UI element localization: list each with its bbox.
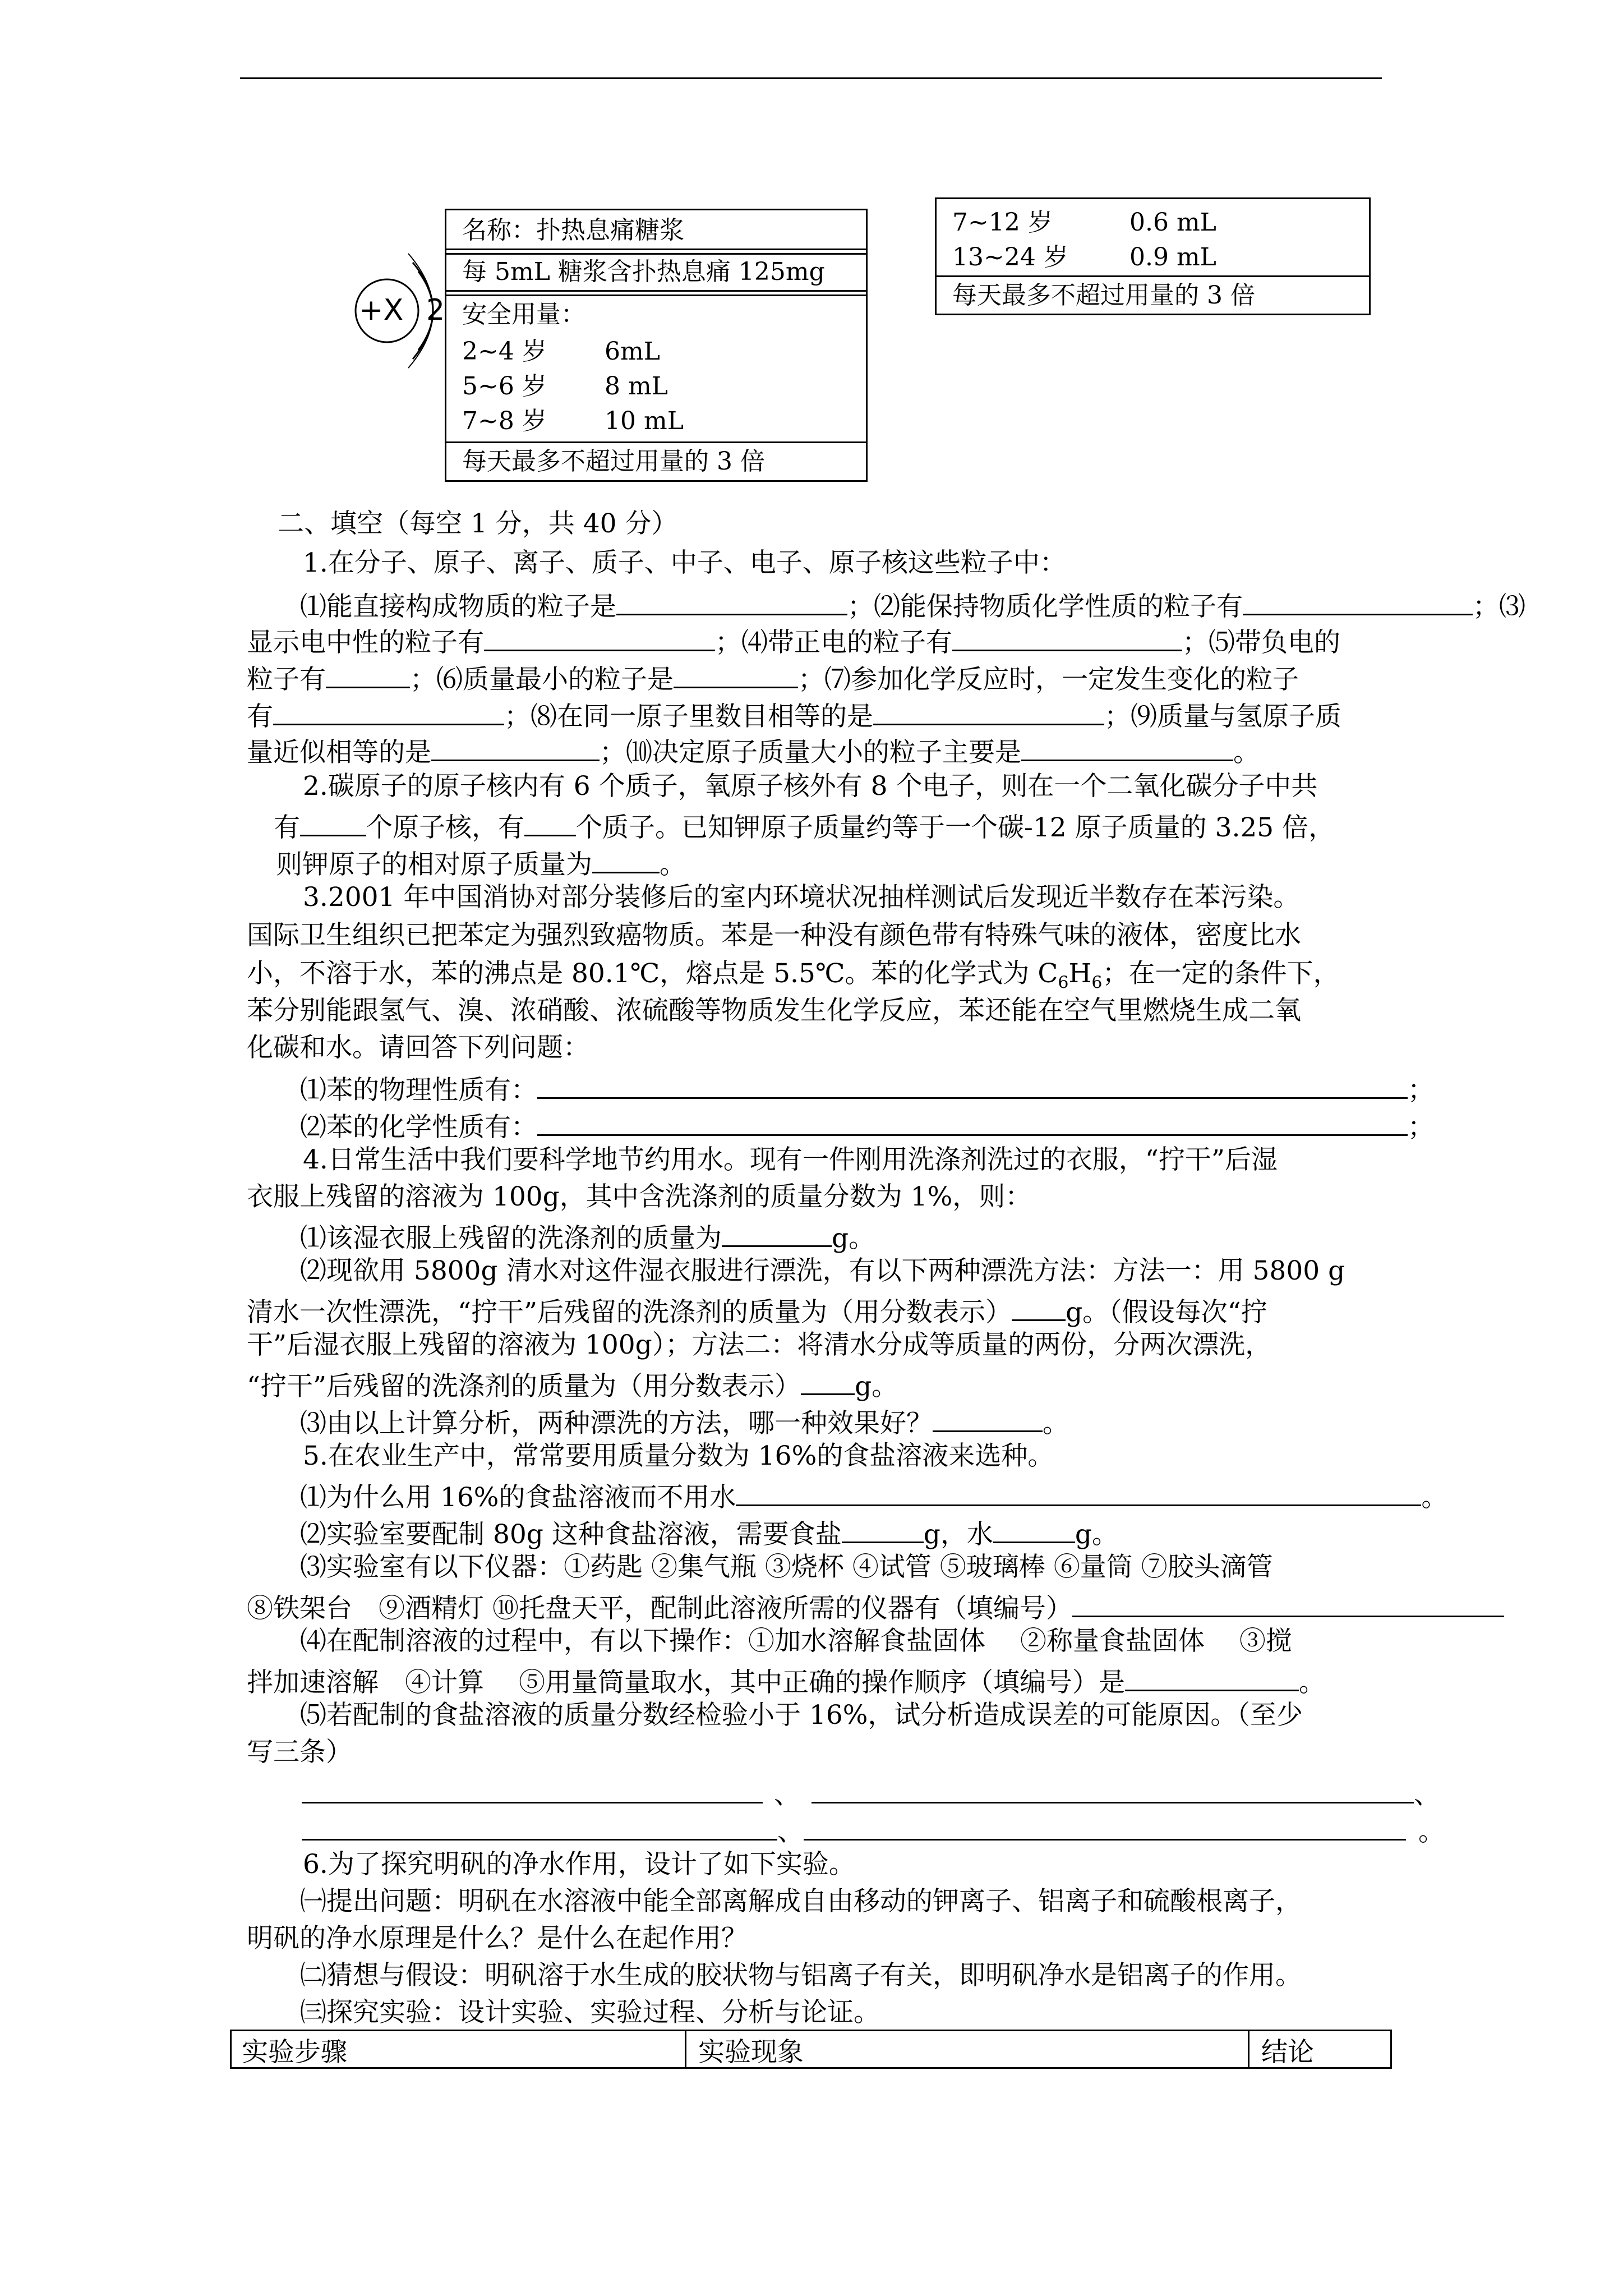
dose-amount: 10 mL <box>605 407 684 435</box>
question-line: 衣服上残留的溶液为 100g，其中含洗涤剂的质量分数为 1%，则： <box>247 1181 1032 1212</box>
dose-age: 7~12 岁 <box>952 208 1053 237</box>
question-line: 干”后湿衣服上残留的溶液为 100g）；方法二：将清水分成等质量的两份，分两次漂洗， <box>247 1329 1272 1360</box>
answer-blank[interactable] <box>1021 735 1233 761</box>
question-line: 量近似相等的是 ；⑽决定原子质量大小的粒子主要是 。 <box>247 735 1260 766</box>
svg-text:+X: +X <box>359 293 404 327</box>
answer-blank[interactable] <box>933 1406 1043 1432</box>
question-6: 6.为了探究明矾的净水作用，设计了如下实验。 <box>303 1849 855 1880</box>
answer-blank[interactable] <box>1125 1665 1299 1691</box>
dose-amount: 0.9 mL <box>1129 243 1216 272</box>
question-4: 4.日常生活中我们要科学地节约用水。现有一件刚用洗涤剂洗过的衣服，“拧干”后湿 <box>303 1144 1278 1175</box>
svg-text:2: 2 <box>426 293 445 327</box>
table-header-phenomena: 实验现象 <box>698 2037 804 2068</box>
answer-blank[interactable] <box>431 735 600 761</box>
dose-amount: 8 mL <box>605 372 668 401</box>
question-line: ⑶实验室有以下仪器：①药匙 ②集气瓶 ③烧杯 ④试管 ⑤玻璃棒 ⑥量筒 ⑦胶头滴管 <box>300 1552 1273 1582</box>
question-line: 、 、 <box>302 1777 1440 1808</box>
question-line: 小，不溶于水，苯的沸点是 80.1℃，熔点是 5.5℃。苯的化学式为 $C_6H_6$；在一定的条件下， <box>247 958 1340 993</box>
answer-blank[interactable] <box>1243 589 1473 615</box>
dose-age: 7~8 岁 <box>462 407 547 435</box>
question-line: ㈠提出问题：明矾在水溶液中能全部离解成自由移动的钾离子、铝离子和硫酸根离子， <box>300 1886 1302 1917</box>
question-line: ⑴能直接构成物质的粒子是 ；⑵能保持物质化学性质的粒子有 ；⑶ <box>300 589 1525 620</box>
answer-blank[interactable] <box>1012 1295 1066 1321</box>
question-line: 写三条） <box>247 1737 352 1768</box>
question-line: ⑷在配制溶液的过程中，有以下操作：①加水溶解食盐固体 ②称量食盐固体 ③搅 <box>300 1626 1292 1657</box>
table-header-conclusion: 结论 <box>1261 2037 1314 2068</box>
experiment-table <box>230 2030 1392 2069</box>
question-line: 清水一次性漂洗，“拧干”后残留的洗涤剂的质量为（用分数表示） g。（假设每次“拧 <box>247 1295 1267 1326</box>
question-line: ㈡猜想与假设：明矾溶于水生成的胶状物与铝离子有关，即明矾净水是铝离子的作用。 <box>300 1960 1302 1991</box>
medicine-label-box-continued <box>935 197 1371 315</box>
question-line: 明矾的净水原理是什么？是什么在起作用？ <box>247 1923 748 1954</box>
question-line: 国际卫生组织已把苯定为强烈致癌物质。苯是一种没有颜色带有特殊气味的液体，密度比水 <box>247 920 1301 951</box>
label-note: 每天最多不超过用量的 3 倍 <box>462 447 765 476</box>
dose-amount: 6mL <box>605 337 660 366</box>
table-header-steps: 实验步骤 <box>242 2037 347 2068</box>
answer-blank[interactable] <box>722 1221 832 1247</box>
question-line: 苯分别能跟氢气、溴、浓硝酸、浓硫酸等物质发生化学反应，苯还能在空气里燃烧生成二氧 <box>247 995 1301 1026</box>
dose-age: 13~24 岁 <box>952 243 1068 272</box>
section-title: 二、填空（每空 1 分，共 40 分） <box>278 508 678 539</box>
question-line: 化碳和水。请回答下列问题： <box>247 1032 589 1063</box>
answer-blank[interactable] <box>616 589 847 615</box>
answer-blank[interactable] <box>302 1777 763 1803</box>
answer-blank[interactable] <box>674 662 798 688</box>
question-line: ⑴该湿衣服上残留的洗涤剂的质量为 g。 <box>300 1221 875 1251</box>
answer-blank[interactable] <box>804 1814 1406 1841</box>
label-note: 每天最多不超过用量的 3 倍 <box>952 281 1255 310</box>
question-line: ⑧铁架台 ⑨酒精灯 ⑩托盘天平，配制此溶液所需的仪器有（填编号） <box>247 1591 1504 1622</box>
question-line: ⑵现欲用 5800g 清水对这件湿衣服进行漂洗，有以下两种漂洗方法：方法一：用 5800 g <box>300 1255 1345 1286</box>
question-line: 有 ；⑻在同一原子里数目相等的是 ；⑼质量与氢原子质 <box>247 699 1341 730</box>
dose-amount: 0.6 mL <box>1129 208 1216 237</box>
question-line: ⑸若配制的食盐溶液的质量分数经检验小于 16%，试分析造成误差的可能原因。（至少 <box>300 1700 1303 1731</box>
answer-blank[interactable] <box>592 847 660 873</box>
medicine-label-box <box>445 209 868 482</box>
answer-blank[interactable] <box>537 1073 1408 1099</box>
question-line: 则钾原子的相对原子质量为 。 <box>276 847 686 878</box>
answer-blank[interactable] <box>300 810 366 836</box>
answer-blank[interactable] <box>524 810 576 836</box>
question-line: ⑵苯的化学性质有： ； <box>300 1110 1434 1140</box>
answer-blank[interactable] <box>811 1777 1414 1803</box>
answer-blank[interactable] <box>842 1517 924 1543</box>
question-line: ㈢探究实验：设计实验、实验过程、分析与论证。 <box>300 1997 880 2028</box>
question-line: ⑴苯的物理性质有： ； <box>300 1073 1434 1103</box>
answer-blank[interactable] <box>952 625 1182 651</box>
answer-blank[interactable] <box>873 699 1104 725</box>
dose-age: 2~4 岁 <box>462 337 547 366</box>
answer-blank[interactable] <box>326 662 410 688</box>
question-line: 显示电中性的粒子有 ；⑷带正电的粒子有 ；⑸带负电的 <box>247 625 1340 656</box>
question-line: 拌加速溶解 ④计算 ⑤用量筒量取水，其中正确的操作顺序（填编号）是 。 <box>247 1665 1325 1696</box>
question-3: 3.2001 年中国消协对部分装修后的室内环境状况抽样测试后发现近半数存在苯污染。 <box>303 882 1300 913</box>
answer-blank[interactable] <box>736 1480 1421 1506</box>
question-5: 5.在农业生产中，常常要用质量分数为 16%的食盐溶液来选种。 <box>303 1441 1054 1471</box>
answer-blank[interactable] <box>801 1369 855 1395</box>
question-line: ⑴为什么用 16%的食盐溶液而不用水 。 <box>300 1480 1447 1511</box>
question-line: ⑶由以上计算分析，两种漂洗的方法，哪一种效果好？ 。 <box>300 1406 1069 1437</box>
label-content: 每 5mL 糖浆含扑热息痛 125mg <box>462 257 825 286</box>
dose-age: 5~6 岁 <box>462 372 547 401</box>
question-line: ⑵实验室要配制 80g 这种食盐溶液，需要食盐 g，水 g。 <box>300 1517 1118 1548</box>
question-line: 有 个原子核，有 个质子。已知钾原子质量约等于一个碳-12 原子质量的 3.25 倍， <box>274 810 1335 841</box>
answer-blank[interactable] <box>484 625 715 651</box>
answer-blank[interactable] <box>302 1814 777 1841</box>
answer-blank[interactable] <box>993 1517 1075 1543</box>
question-line: “拧干”后残留的洗涤剂的质量为（用分数表示） g。 <box>247 1369 898 1400</box>
answer-blank[interactable] <box>273 699 504 725</box>
label-safety-title: 安全用量： <box>462 300 585 329</box>
question-2: 2.碳原子的原子核内有 6 个质子，氧原子核外有 8 个电子，则在一个二氧化碳分子中共 <box>303 771 1318 802</box>
answer-blank[interactable] <box>537 1110 1408 1136</box>
answer-blank[interactable] <box>1072 1591 1504 1617</box>
seal-icon <box>352 242 453 377</box>
question-line: 粒子有 ；⑹质量最小的粒子是 ；⑺参加化学反应时，一定发生变化的粒子 <box>247 662 1299 693</box>
header-rule <box>240 77 1382 79</box>
question-1: 1.在分子、原子、离子、质子、中子、电子、原子核这些粒子中： <box>303 547 1066 578</box>
label-name: 名称：扑热息痛糖浆 <box>462 216 684 245</box>
question-line: 、 。 <box>302 1814 1445 1845</box>
